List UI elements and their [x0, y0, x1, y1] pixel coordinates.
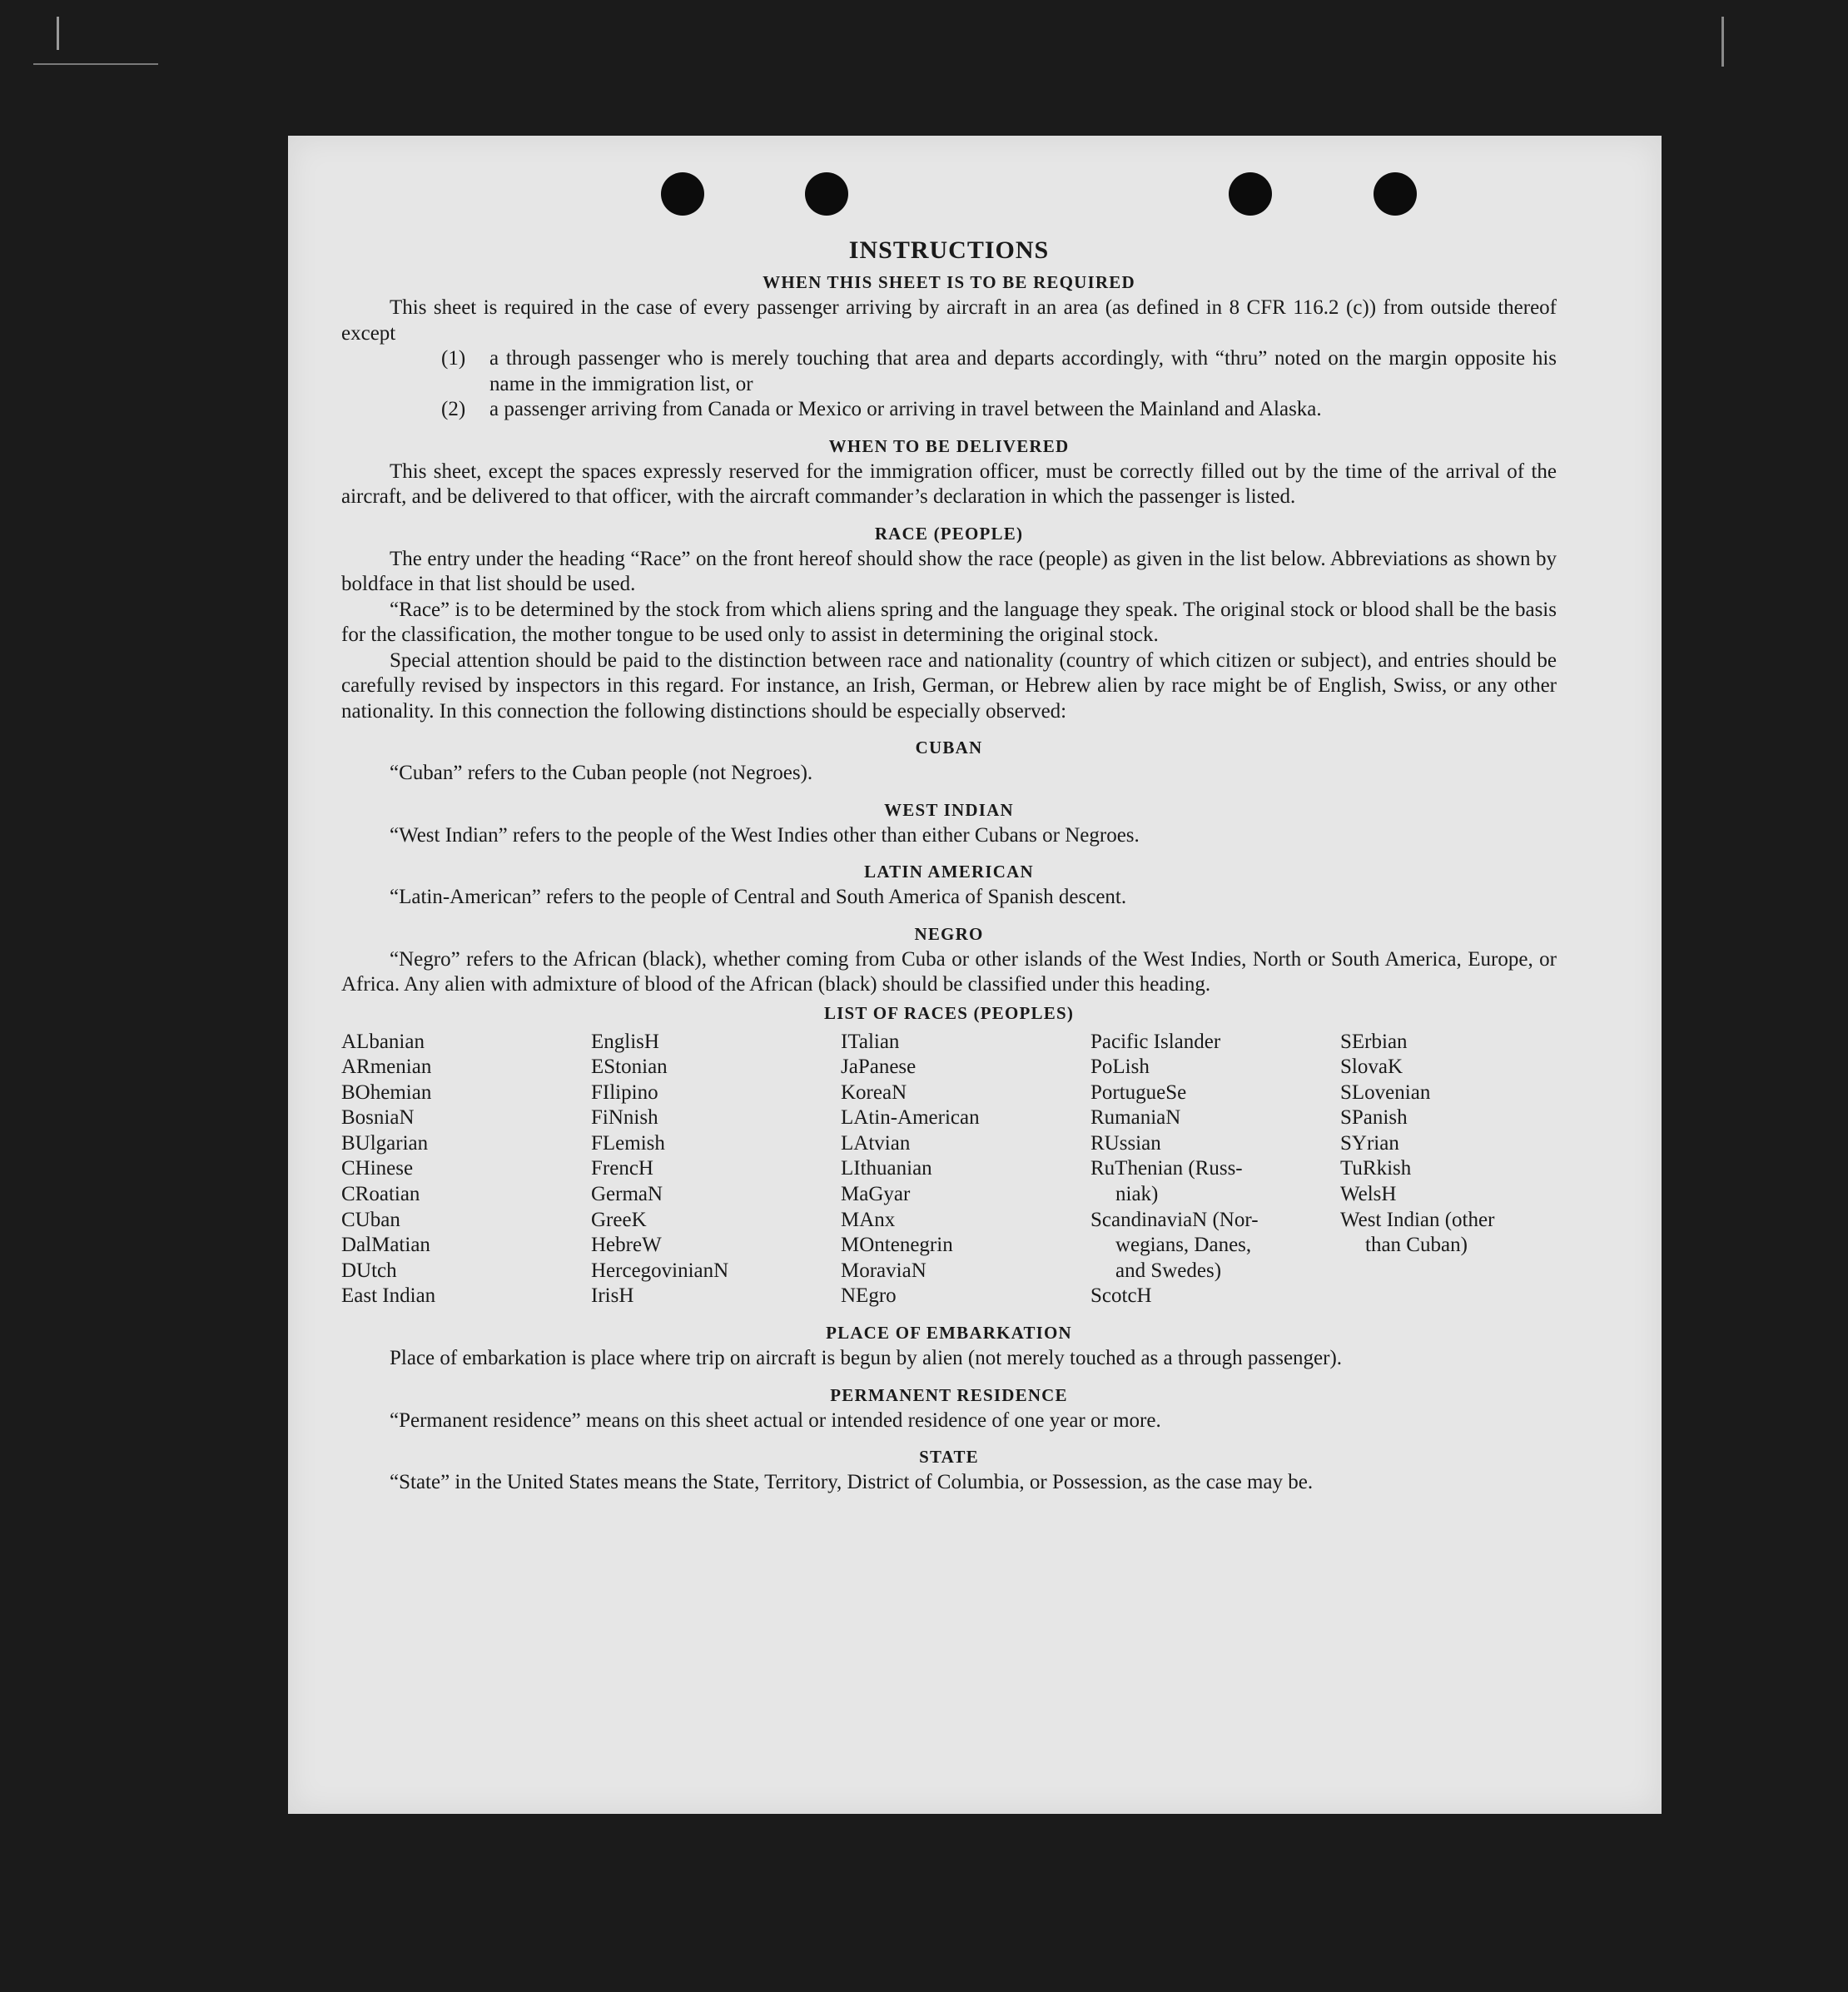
race-entry: RuThenian (Russ- — [1090, 1157, 1243, 1180]
exception-number: (2) — [441, 398, 466, 420]
race-paragraph: “Race” is to be determined by the stock from which aliens spring and the language they speak. The original stock or blood shall be the basis for the classification, the mother tongue to be used only to assist in determining the original stock. — [341, 598, 1557, 646]
race-entry: FIlipino — [591, 1080, 658, 1104]
west-indian-text: “West Indian” refers to the people of the West Indies other than either Cubans or Negroes. — [390, 823, 1140, 847]
race-entry: GreeK — [591, 1208, 647, 1231]
race-entry: BUlgarian — [341, 1131, 429, 1155]
section-heading-west-indian: WEST INDIAN — [884, 799, 1014, 820]
race-entry: Pacific Islander — [1090, 1030, 1221, 1053]
race-entry: SlovaK — [1340, 1056, 1403, 1079]
race-entry: KoreaN — [841, 1080, 907, 1104]
race-entry: PoLish — [1090, 1056, 1150, 1079]
section-heading-permanent-residence: PERMANENT RESIDENCE — [830, 1384, 1068, 1405]
race-entry: EnglisH — [591, 1030, 659, 1053]
race-entry: BosniaN — [341, 1106, 415, 1130]
race-entry: ITalian — [841, 1030, 900, 1053]
race-entry: ALbanian — [341, 1030, 425, 1053]
negro-text: “Negro” refers to the African (black), whether coming from Cuba or other islands of the West Indies, North or South America, Europe, or Africa. Any alien with admixture of blood of the African (black) should be classified under this heading. — [341, 947, 1557, 996]
embarkation-text: Place of embarkation is place where trip on aircraft is begun by alien (not merely touched as a through passenger). — [390, 1347, 1343, 1370]
race-entry: FiNnish — [591, 1106, 658, 1130]
race-entry: WelsH — [1340, 1183, 1397, 1206]
race-column — [1340, 1030, 1557, 1310]
section-heading-state: STATE — [919, 1447, 979, 1468]
section-heading-embarkation: PLACE OF EMBARKATION — [826, 1323, 1072, 1344]
race-entry: East Indian — [341, 1284, 436, 1308]
race-entry: ScotcH — [1090, 1284, 1152, 1308]
exception-text: a passenger arriving from Canada or Mexico or arriving in travel between the Mainland and Alaska. — [489, 398, 1322, 420]
race-entry: FLemish — [591, 1131, 665, 1155]
cuban-text: “Cuban” refers to the Cuban people (not Negroes). — [390, 762, 813, 784]
scan-speck — [1721, 17, 1724, 67]
race-entry: BOhemian — [341, 1080, 432, 1104]
race-entry: MoraviaN — [841, 1259, 926, 1282]
race-entry: DalMatian — [341, 1234, 430, 1257]
scan-speck — [33, 63, 158, 65]
race-entry: HebreW — [591, 1234, 662, 1257]
race-entry: ARmenian — [341, 1056, 432, 1079]
exception-item — [441, 346, 1557, 397]
race-entry: HercegovinianN — [591, 1259, 729, 1282]
when-required-intro: This sheet is required in the case of every passenger arriving by aircraft in an area (as defined in 8 CFR 116.2 (c)) from outside thereof except — [341, 296, 1557, 345]
section-heading-cuban: CUBAN — [915, 738, 983, 758]
race-column — [1090, 1030, 1340, 1310]
document-page — [288, 136, 1662, 1814]
section-heading-negro: NEGRO — [914, 923, 984, 944]
race-entry: JaPanese — [841, 1056, 917, 1079]
race-entry: CHinese — [341, 1157, 414, 1180]
race-entry: RUssian — [1090, 1131, 1161, 1155]
race-entry: SErbian — [1340, 1030, 1408, 1053]
race-entry: LIthuanian — [841, 1157, 932, 1180]
race-paragraph: The entry under the heading “Race” on the front hereof should show the race (people) as given in the list below. Abbreviations as shown by boldface in that list should be used. — [341, 547, 1557, 595]
section-heading-latin-american: LATIN AMERICAN — [864, 862, 1034, 882]
race-entry: West Indian (other — [1340, 1208, 1495, 1231]
race-entry: MAnx — [841, 1208, 896, 1231]
race-entry: TuRkish — [1340, 1157, 1412, 1180]
exception-item — [441, 397, 1557, 423]
race-column — [341, 1030, 591, 1310]
section-heading-list-of-races: LIST OF RACES (PEOPLES) — [823, 1002, 1075, 1023]
race-entry: RumaniaN — [1090, 1106, 1181, 1130]
punch-hole — [661, 172, 704, 216]
page-title: INSTRUCTIONS — [848, 236, 1050, 264]
when-delivered-text: This sheet, except the spaces expressly reserved for the immigration officer, must be correctly filled out by the time of the arrival of the aircraft, and be delivered to that officer, with the aircraft commander’s declaration in which the passenger is listed. — [341, 460, 1557, 508]
race-entry: SPanish — [1340, 1106, 1408, 1130]
punch-hole — [805, 172, 848, 216]
section-heading-race: RACE (PEOPLE) — [874, 523, 1024, 544]
race-entry: DUtch — [341, 1259, 397, 1282]
race-entry: FrencH — [591, 1157, 653, 1180]
race-entry: SYrian — [1340, 1131, 1399, 1155]
residence-text: “Permanent residence” means on this sheet actual or intended residence of one year or more. — [390, 1408, 1161, 1432]
exception-text: a through passenger who is merely touching that area and departs accordingly, with “thru” noted on the margin opposite his name in the immigration list, or — [489, 347, 1557, 395]
race-entry: IrisH — [591, 1284, 634, 1308]
race-entry: PortugueSe — [1090, 1080, 1187, 1104]
state-text: “State” in the United States means the State, Territory, District of Columbia, or Possession, as the case may be. — [390, 1471, 1314, 1494]
race-entry-continuation: niak) — [1115, 1183, 1159, 1206]
section-heading-when-required: WHEN THIS SHEET IS TO BE REQUIRED — [763, 272, 1135, 292]
race-entry: NEgro — [841, 1284, 897, 1308]
race-entry: SLovenian — [1340, 1080, 1431, 1104]
latin-american-text: “Latin-American” refers to the people of Central and South America of Spanish descent. — [390, 886, 1127, 908]
race-entry: EStonian — [591, 1056, 668, 1079]
race-entry: MOntenegrin — [841, 1234, 953, 1257]
race-entry: CUban — [341, 1208, 400, 1231]
race-entry: MaGyar — [841, 1183, 911, 1206]
race-entry: ScandinaviaN (Nor- — [1090, 1208, 1259, 1231]
race-paragraph: Special attention should be paid to the distinction between race and nationality (country of which citizen or subject), and entries should be carefully revised by inspectors in this regard. For instance, an Irish, German, or Hebrew alien by race might be of English, Swiss, or any other nationality. In this connection the following distinctions should be especially observed: — [341, 648, 1557, 723]
exception-number: (1) — [441, 347, 466, 370]
race-entry-continuation: than Cuban) — [1365, 1234, 1468, 1257]
race-entry: LAtin-American — [841, 1106, 980, 1130]
race-list — [341, 1030, 1557, 1310]
race-column — [591, 1030, 841, 1310]
scan-speck — [57, 17, 59, 50]
race-entry-continuation: and Swedes) — [1115, 1259, 1222, 1282]
race-entry: GermaN — [591, 1183, 663, 1206]
document-body — [341, 236, 1557, 1496]
punch-hole — [1374, 172, 1417, 216]
race-entry-continuation: wegians, Danes, — [1115, 1234, 1252, 1257]
race-column — [841, 1030, 1090, 1310]
punch-hole — [1229, 172, 1272, 216]
race-entry: CRoatian — [341, 1183, 420, 1206]
race-entry: LAtvian — [841, 1131, 911, 1155]
section-heading-when-delivered: WHEN TO BE DELIVERED — [828, 435, 1070, 456]
